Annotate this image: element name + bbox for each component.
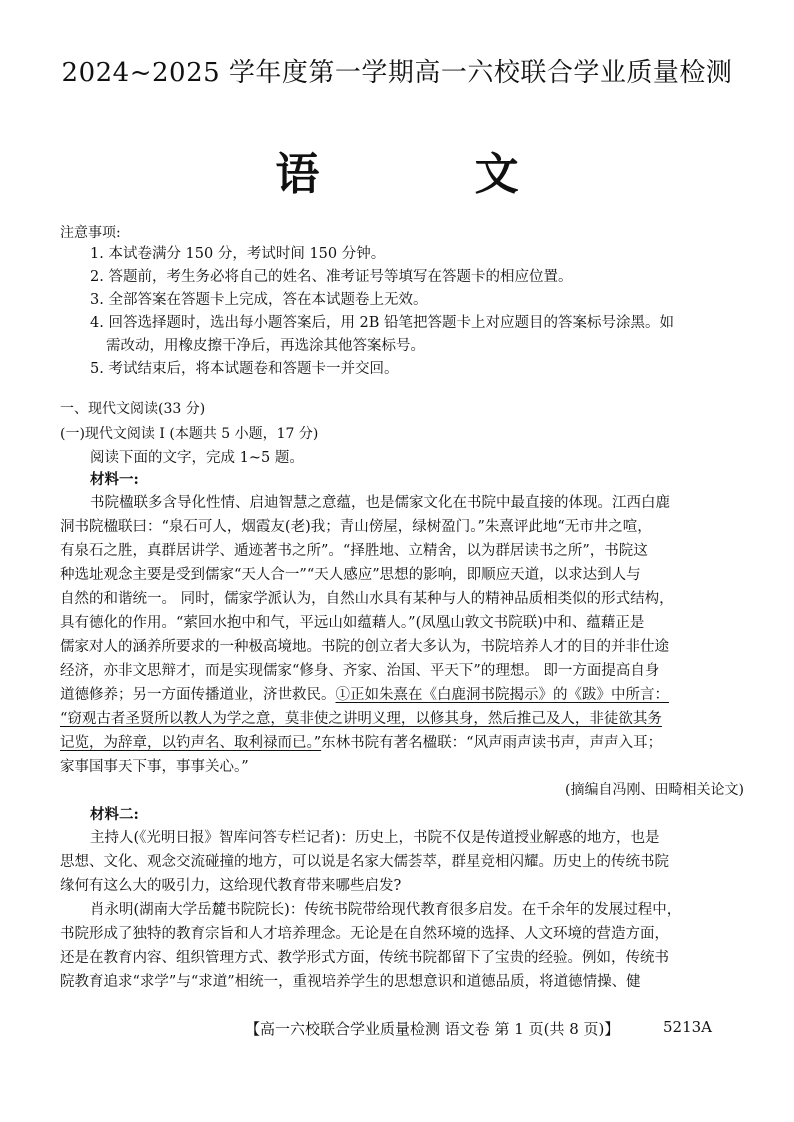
material1-line-with-quote xyxy=(60,731,662,752)
material1-line: 洞书院楹联曰：“泉石可人，烟霞友(老)我；青山傍屋，绿树盈门。”朱熹评此地“无市井之喧， xyxy=(60,519,652,535)
material1-line: 具有德化的作用。“萦回水抱中和气，平远山如蕴藉人。”(凤凰山敦文书院联)中和、蕴藉正是 xyxy=(60,615,645,631)
material1-line: 道德修养；另一方面传播道业，济世救民。 xyxy=(60,687,336,703)
material2-line: 还是在教育内容、组织管理方式、教学形式方面，传统书院都留下了宝贵的经验。例如，传统书 xyxy=(60,950,669,966)
underlined-quote: “窃观古者圣贤所以教人为学之意，莫非使之讲明义理，以修其身，然后推己及人，非徒欲其务 xyxy=(60,711,662,727)
notice-title: 注意事项: xyxy=(60,225,121,241)
material2-line: 肖永明(湖南大学岳麓书院院长)：传统书院带给现代教育很多启发。在千余年的发展过程中， xyxy=(90,902,682,918)
notice-item: 3. 全部答案在答题卡上完成，答在本试题卷上无效。 xyxy=(90,292,428,308)
material2-line: 书院形成了独特的教育宗旨和人才培养理念。无论是在自然环境的选择、人文环境的营造方面， xyxy=(60,926,669,942)
exam-title: 2024~2025 学年度第一学期高一六校联合学业质量检测 xyxy=(61,58,733,88)
material1-line: 书院楹联多含导化性情、启迪智慧之意蕴，也是儒家文化在书院中最直接的体现。江西白鹿 xyxy=(90,495,670,511)
underlined-quote: 记览，为辞章，以钓声名、取利禄而已。” xyxy=(60,735,322,751)
section-title: 一、现代文阅读(33 分) xyxy=(60,401,206,417)
material2-line: 主持人(《光明日报》智库问答专栏记者)：历史上，书院不仅是传道授业解惑的地方，也是 xyxy=(90,830,660,846)
source-note: (摘编自冯刚、田畸相关论文) xyxy=(565,782,744,798)
notice-item: 1. 本试卷满分 150 分，考试时间 150 分钟。 xyxy=(90,246,386,262)
instruction: 阅读下面的文字，完成 1~5 题。 xyxy=(90,450,304,466)
notice-item: 5. 考试结束后，将本试题卷和答题卡一并交回。 xyxy=(90,361,399,377)
subject-title: 语 文 xyxy=(275,149,589,200)
material1-line-with-quote xyxy=(60,683,669,704)
material1-line: 东林书院有著名楹联：“风声雨声读书声，声声入耳； xyxy=(321,735,663,751)
material1-line: 有泉石之胜，真群居讲学、遁迹著书之所”。“择胜地、立精舍，以为群居读书之所”，书院这 xyxy=(60,543,648,559)
underlined-quote: ①正如朱熹在《白鹿洞书院揭示》的《跋》中所言： xyxy=(335,687,669,703)
page-footer: 【高一六校联合学业质量检测 语文卷 第 1 页(共 8 页)】 xyxy=(245,1020,620,1038)
material1-label: 材料一: xyxy=(90,471,139,488)
notice-item: 4. 回答选择题时，选出每小题答案后，用 2B 铅笔把答题卡上对应题目的答案标号涂黑。如 xyxy=(90,315,675,331)
material1-line: 种选址观念主要是受到儒家“天人合一”“天人感应”思想的影响，即顺应天道，以求达到人与 xyxy=(60,567,641,583)
material2-line: 思想、文化、观念交流碰撞的地方，可以说是名家大儒荟萃，群星竞相闪耀。历史上的传统书院 xyxy=(60,854,669,870)
notice-item: 需改动，用橡皮擦干净后，再选涂其他答案标号。 xyxy=(106,338,425,354)
material1-line: 家事国事天下事，事事关心。” xyxy=(60,759,249,775)
material1-line: 儒家对人的涵养所要求的一种极高境地。书院的创立者大多认为，书院培养人才的目的并非仕途 xyxy=(60,639,669,655)
material1-line: 自然的和谐统一。 同时，儒家学派认为，自然山水具有某种与人的精神品质相类似的形式结构， xyxy=(60,591,674,607)
paper-code: 5213A xyxy=(663,1018,713,1036)
section-subtitle: (一)现代文阅读 I (本题共 5 小题，17 分) xyxy=(60,426,319,442)
material2-line: 缘何有这么大的吸引力，这给现代教育带来哪些启发? xyxy=(60,878,402,894)
material2-line: 院教育追求“求学”与“求道”相统一，重视培养学生的思想意识和道德品质，将道德情操、健 xyxy=(60,974,641,990)
material1-line: 经济，亦非文思辩才，而是实现儒家“修身、齐家、治国、平天下”的理想。 即一方面提高自身 xyxy=(60,663,660,679)
material2-label: 材料二: xyxy=(90,806,139,823)
notice-item: 2. 答题前，考生务必将自己的姓名、准考证号等填写在答题卡的相应位置。 xyxy=(90,269,573,285)
